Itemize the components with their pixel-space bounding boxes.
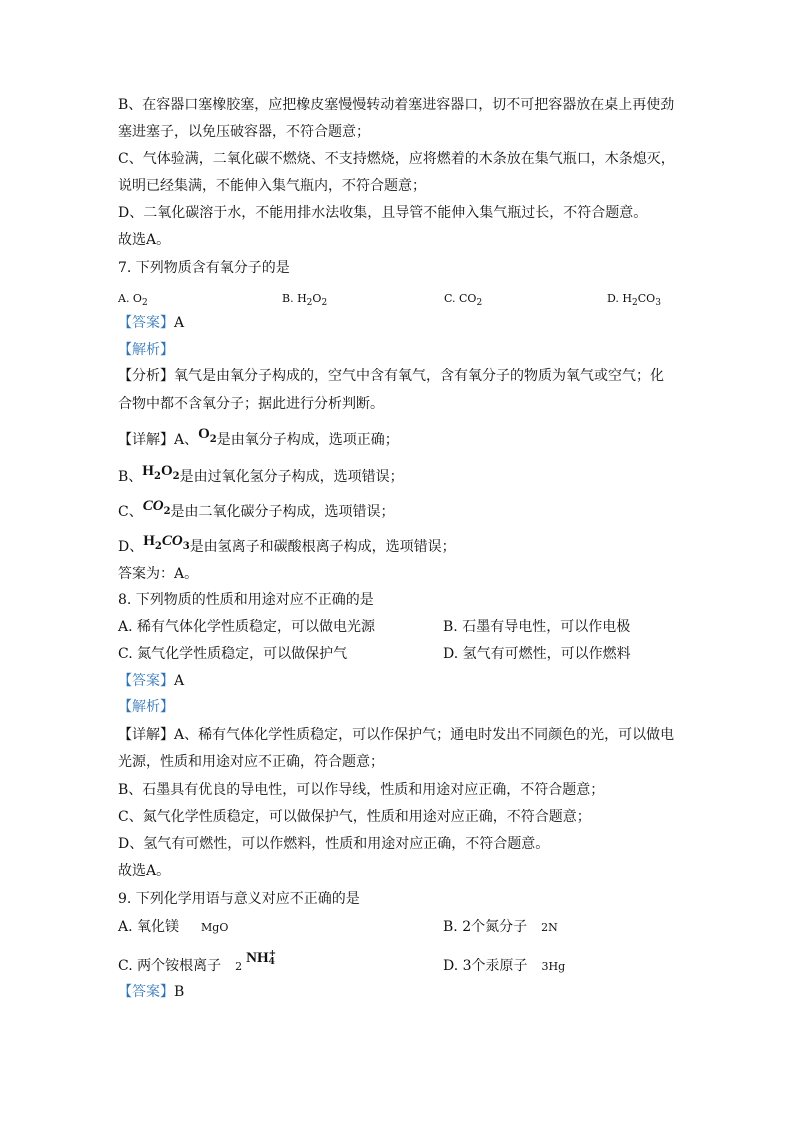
text-line: D、二氧化碳溶于水，不能用排水法收集，且导管不能伸入集气瓶过长，不符合题意。 (118, 205, 648, 221)
q7-fenxi: 【分析】氧气是由氧分子构成的，空气中含有氧气，含有氧分子的物质为氧气或空气；化 (118, 368, 664, 384)
q9-option-c: C. 两个铵根离子 2NH+ 4 (118, 949, 277, 974)
q8-option-b: B. 石墨有导电性，可以作电极 (443, 619, 631, 635)
q7-option-b: B. $H_2O_2$ (282, 292, 328, 308)
q7-answer: 【答案】A (118, 315, 185, 331)
q8-detail: 【详解】A、稀有气体化学性质稳定，可以作保护气；通电时发出不同颜色的光，可以做电 (118, 727, 675, 743)
question-9: 9. 下列化学用语与意义对应不正确的是 (118, 891, 360, 907)
q9-option-a: A. 氧化镁 MgO (118, 919, 229, 935)
q8-option-a: A. 稀有气体化学性质稳定，可以做电光源 (118, 619, 376, 635)
text-line: 塞进塞子，以免压破容器，不符合题意； (118, 124, 370, 140)
q8-analysis-tag: 【解析】 (118, 699, 174, 715)
q7-detail-d: D、$H_2CO_3$是由氢离子和碳酸根离子构成，选项错误； (118, 533, 456, 555)
q7-option-d: D. $H_2CO_3$ (607, 292, 661, 308)
q8-conclusion: 故选A。 (118, 863, 171, 879)
q7-option-c: C. $CO_2$ (444, 292, 483, 308)
question-8: 8. 下列物质的性质和用途对应不正确的是 (118, 592, 374, 608)
q8-answer: 【答案】A (118, 673, 185, 689)
q7-detail-a: 【详解】A、$O_2$是由氧分子构成，选项正确； (118, 426, 399, 448)
text-line: 故选A。 (118, 232, 171, 248)
text-line: B、在容器口塞橡胶塞，应把橡皮塞慢慢转动着塞进容器口，切不可把容器放在桌上再使劲 (118, 97, 675, 113)
q7-detail-c: C、$CO_2$是由二氧化碳分子构成，选项错误； (118, 498, 395, 520)
q7-conclusion: 答案为：A。 (118, 566, 199, 582)
text-line: C、气体验满，二氧化碳不燃烧、不支持燃烧，应将燃着的木条放在集气瓶口，木条熄灭， (118, 151, 675, 167)
text-line: 说明已经集满，不能伸入集气瓶内，不符合题意； (118, 178, 426, 194)
text-line: C、氮气化学性质稳定，可以做保护气，性质和用途对应正确，不符合题意； (118, 809, 591, 825)
text-line: B、石墨具有优良的导电性，可以作导线，性质和用途对应正确，不符合题意； (118, 782, 605, 798)
q7-option-a: A. $O_2$ (118, 292, 148, 308)
q9-option-d: D. 3个汞原子 3Hg (443, 958, 566, 974)
q9-answer: 【答案】B (118, 984, 185, 1000)
text-line: 合物中都不含氧分子；据此进行分析判断。 (118, 396, 384, 412)
question-7: 7. 下列物质含有氧分子的是 (118, 260, 290, 276)
q8-option-d: D. 氢气有可燃性，可以作燃料 (443, 646, 631, 662)
q9-option-b: B. 2个氮分子 2N (443, 919, 558, 935)
text-line: 光源，性质和用途对应不正确，符合题意； (118, 754, 384, 770)
q7-analysis-tag: 【解析】 (118, 342, 174, 358)
q8-option-c: C. 氮气化学性质稳定，可以做保护气 (118, 646, 348, 662)
q7-detail-b: B、$H_2O_2$是由过氧化氢分子构成，选项错误； (118, 463, 404, 485)
text-line: D、氢气有可燃性，可以作燃料，性质和用途对应正确，不符合题意。 (118, 836, 550, 852)
